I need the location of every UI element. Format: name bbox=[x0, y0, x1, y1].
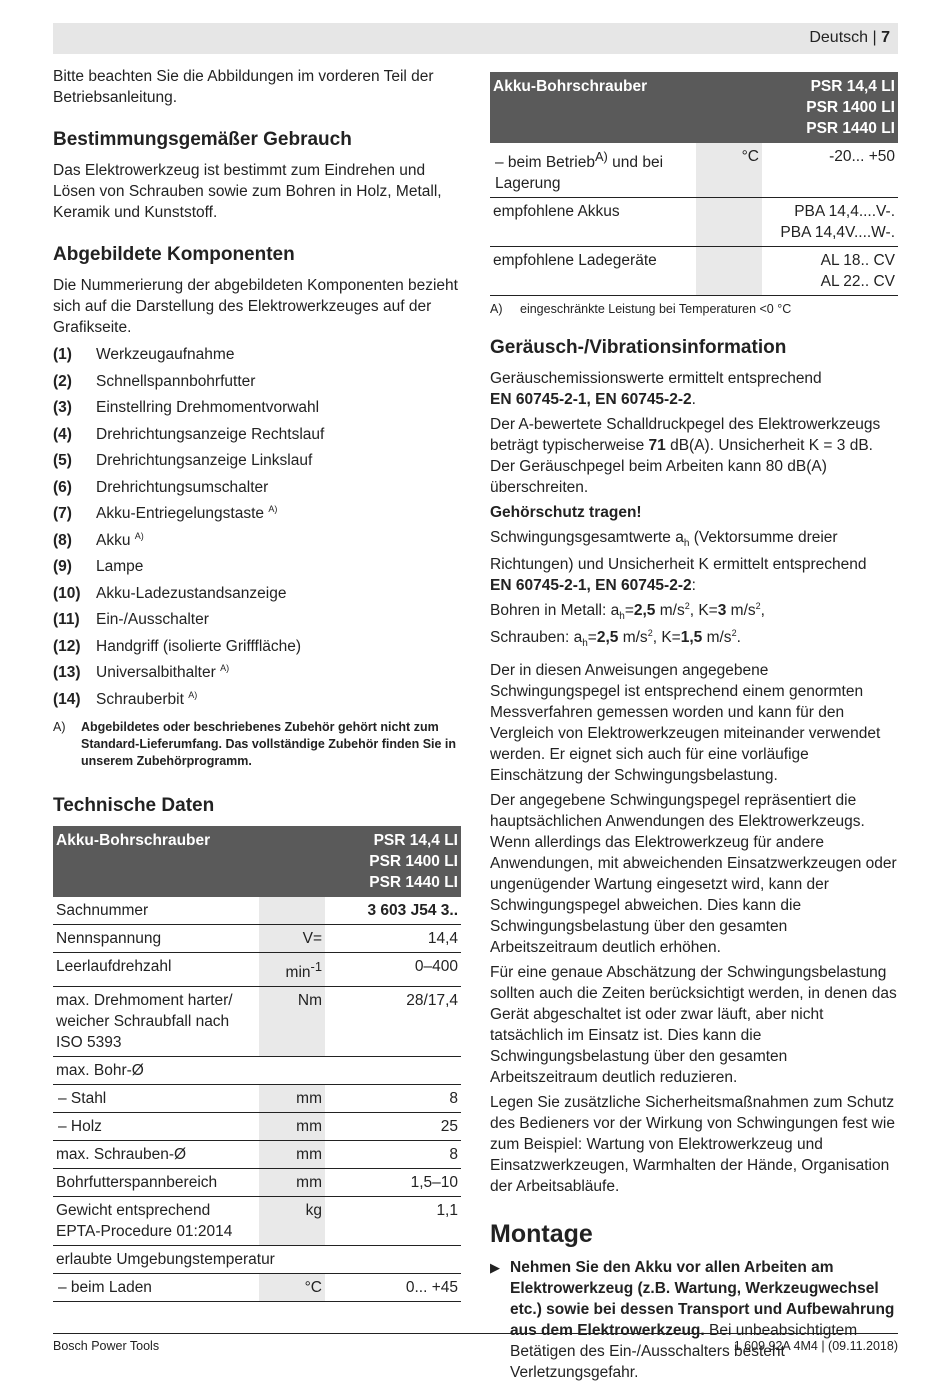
row-label: max. Drehmoment harter/ weicher Schraubfall nach ISO 5393 bbox=[53, 987, 259, 1057]
right-column bbox=[490, 72, 898, 1383]
table-row bbox=[53, 1197, 461, 1246]
tech-table-head-models bbox=[762, 72, 898, 143]
row-value: 1,1 bbox=[325, 1197, 461, 1246]
list-item: (12) Handgriff (isolierte Grifffläche) bbox=[53, 637, 302, 655]
footer-brand: Bosch Power Tools bbox=[53, 1339, 160, 1353]
list-item: (1) Werkzeugaufnahme bbox=[53, 346, 235, 363]
table-row bbox=[53, 925, 461, 953]
model-name: PSR 1440 LI bbox=[369, 874, 458, 891]
row-value: PBA 14,4....V-. PBA 14,4V....W-. bbox=[762, 198, 898, 247]
list-item: (14) Schrauberbit $^{A)}$ bbox=[53, 689, 198, 708]
row-label: erlaubte Umgebungstemperatur bbox=[53, 1246, 461, 1274]
components-footnote bbox=[53, 719, 461, 770]
list-item: (8) Akku $^{A)}$ bbox=[53, 530, 144, 549]
row-unit: $\min^{-1}$ bbox=[259, 953, 325, 987]
row-unit: mm bbox=[259, 1085, 325, 1113]
list-item: (3) Einstellring Drehmomentvorwahl bbox=[53, 399, 320, 416]
model-name: PSR 1440 LI bbox=[806, 120, 895, 137]
header-language: Deutsch bbox=[809, 29, 869, 46]
list-item: (11) Ein-/Ausschalter bbox=[53, 611, 209, 628]
table-row bbox=[53, 953, 461, 987]
noise-p2: Der A-bewertete Schalldruckpegel des Elektrowerkzeugs beträgt typischerweise 71 dB(A). Unsicherheit K = 3 dB. Der Geräuschpegel beim Arbeiten kann 80 dB(A) überschreiten. bbox=[490, 416, 881, 497]
model-name: PSR 14,4 LI bbox=[810, 78, 895, 95]
row-value: 0... +45 bbox=[325, 1274, 461, 1302]
row-label: – beim Laden bbox=[53, 1274, 259, 1302]
table-row bbox=[53, 1141, 461, 1169]
tech-table-head-left: Akku-Bohrschrauber bbox=[490, 72, 762, 143]
model-name: PSR 14,4 LI bbox=[373, 832, 458, 849]
row-value: 1,5–10 bbox=[325, 1169, 461, 1197]
row-label: – Holz bbox=[53, 1113, 259, 1141]
noise-p7: Legen Sie zusätzliche Sicherheitsmaßnahmen zum Schutz des Bedieners vor der Wirkung von Schwingungen fest wie zum Beispiel: Wartung von Elektrowerkzeug und Einsatzwerkzeugen, Warmhalten der Hände, Organisation der Arbeitsabläufe. bbox=[490, 1094, 895, 1196]
use-text: Das Elektrowerkzeug ist bestimmt zum Eindrehen und Lösen von Schrauben sowie zum Bohren in Holz, Metall, Keramik und Kunststoff. bbox=[53, 162, 442, 221]
hearing-protection: Gehörschutz tragen! bbox=[490, 504, 642, 522]
row-unit: mm bbox=[259, 1169, 325, 1197]
list-item: (5) Drehrichtungsanzeige Linkslauf bbox=[53, 452, 313, 469]
row-unit bbox=[259, 897, 325, 925]
triangle-bullet-icon: ▶ bbox=[490, 1260, 500, 1276]
model-name: PSR 1400 LI bbox=[369, 853, 458, 870]
table-row bbox=[490, 143, 898, 198]
page-header-bar bbox=[53, 23, 898, 54]
list-item: (6) Drehrichtungsumschalter bbox=[53, 478, 269, 496]
row-label: Gewicht entsprechend EPTA-Procedure 01:2014 bbox=[53, 1197, 259, 1246]
model-name: PSR 1400 LI bbox=[806, 99, 895, 116]
intro-text: Bitte beachten Sie die Abbildungen im vorderen Teil der Betriebsanleitung. bbox=[53, 68, 434, 106]
row-value: 3 603 J54 3.. bbox=[325, 897, 461, 925]
footnote-text: Abgebildetes oder beschriebenes Zubehör gehört nicht zum Standard-Lieferumfang. Das vollständige Zubehör finden Sie in unserem Zubehörprogramm. bbox=[81, 720, 457, 768]
row-value: -20... +50 bbox=[762, 143, 898, 198]
section-title-tech: Technische Daten bbox=[53, 795, 215, 816]
table-row bbox=[490, 198, 898, 247]
table-row bbox=[53, 897, 461, 925]
tech-table-continued bbox=[490, 72, 898, 296]
montage-bullet: ▶ Nehmen Sie den Akku vor allen Arbeiten am Elektrowerkzeug (z.B. Wartung, Werkzeugwechsel etc.) sowie bei dessen Transport und Aufbewahrung aus dem Elektrowerkzeug. Bei unbeabsichtigtem Betätigen des Ein-/Ausschalters besteht Verletzungsgefahr. bbox=[490, 1259, 895, 1382]
section-title-use: Bestimmungsgemäßer Gebrauch bbox=[53, 129, 352, 150]
components-text: Die Nummerierung der abgebildeten Komponenten bezieht sich auf die Darstellung des Elektrowerkzeuges auf der Grafikseite. bbox=[53, 277, 458, 336]
row-unit: kg bbox=[259, 1197, 325, 1246]
table-row bbox=[53, 987, 461, 1057]
table-row bbox=[490, 247, 898, 296]
row-value: 8 bbox=[325, 1141, 461, 1169]
vibration-values: Bohren in Metall: $a_h=2,5$ $m/s^2$, K=3 $m/s^2$, Schrauben: $a_h=2,5$ $m/s^2$, K=1,5 $m/s^2$. bbox=[490, 601, 765, 650]
row-unit bbox=[696, 247, 762, 296]
noise-p4: Der in diesen Anweisungen angegebene Schwingungspegel ist entsprechend einem genormten Messverfahren gemessen worden und kann für den Vergleich von Elektrowerkzeugen miteinander verwendet werden. Er eignet sich auch für eine vorläufige Einschätzung der Schwingungsbelastung. bbox=[490, 662, 881, 785]
row-unit bbox=[696, 198, 762, 247]
table-row bbox=[53, 1169, 461, 1197]
noise-p5: Der angegebene Schwingungspegel repräsentiert die hauptsächlichen Anwendungen des Elektrowerkzeugs. Wenn allerdings das Elektrowerkzeug für andere Anwendungen, mit abweichenden Einsatzwerkzeugen oder ungenügender Wartung eingesetzt wird, kann der Schwingungspegel abweichen. Dies kann die Schwingungsbelastung über den gesamten Arbeitszeitraum deutlich erhöhen. bbox=[490, 792, 897, 957]
table-footnote: A) eingeschränkte Leistung bei Temperaturen <0 °C bbox=[490, 302, 792, 317]
row-label: max. Schrauben-Ø bbox=[53, 1141, 259, 1169]
table-row bbox=[53, 1274, 461, 1302]
row-label: Nennspannung bbox=[53, 925, 259, 953]
list-item: (7) Akku-Entriegelungstaste $^{A)}$ bbox=[53, 503, 278, 522]
list-item: (10) Akku-Ladezustandsanzeige bbox=[53, 584, 287, 602]
row-label: – Stahl bbox=[53, 1085, 259, 1113]
row-unit: °C bbox=[696, 143, 762, 198]
noise-p3: Schwingungsgesamtwerte $a_h$ (Vektorsumme dreier Richtungen) und Unsicherheit K ermittelt entsprechend EN 60745-2-1, EN 60745-2-2: bbox=[490, 529, 867, 595]
table-row bbox=[53, 1113, 461, 1141]
list-item: (2) Schnellspannbohrfutter bbox=[53, 372, 256, 390]
row-label: – beim Betrieb$^{A)}$ und bei Lagerung bbox=[490, 143, 696, 198]
row-label: Bohrfutterspannbereich bbox=[53, 1169, 259, 1197]
list-item: (4) Drehrichtungsanzeige Rechtslauf bbox=[53, 425, 325, 443]
page-number: 7 bbox=[881, 29, 890, 46]
row-label: empfohlene Akkus bbox=[490, 198, 696, 247]
section-title-noise: Geräusch-/Vibrationsinformation bbox=[490, 337, 787, 359]
row-unit: mm bbox=[259, 1113, 325, 1141]
row-label: Leerlaufdrehzahl bbox=[53, 953, 259, 987]
row-unit: mm bbox=[259, 1141, 325, 1169]
footnote-key: A) bbox=[53, 720, 66, 734]
section-title-montage: Montage bbox=[490, 1220, 593, 1249]
page-label: Deutsch | 7 bbox=[809, 29, 890, 46]
table-row bbox=[53, 1085, 461, 1113]
tech-table-head-left: Akku-Bohrschrauber bbox=[53, 826, 325, 897]
row-value: AL 18.. CV AL 22.. CV bbox=[762, 247, 898, 296]
list-item: (9) Lampe bbox=[53, 558, 144, 575]
row-label: max. Bohr-Ø bbox=[53, 1057, 461, 1085]
noise-p1: Geräuschemissionswerte ermittelt entsprechend EN 60745-2-1, EN 60745-2-2. bbox=[490, 370, 822, 409]
table-row bbox=[53, 1057, 461, 1085]
footer-docref: 1 609 92A 4M4 | (09.11.2018) bbox=[733, 1339, 898, 1353]
page-footer bbox=[53, 1333, 898, 1353]
row-label: empfohlene Ladegeräte bbox=[490, 247, 696, 296]
component-list bbox=[53, 342, 461, 713]
row-value: 25 bbox=[325, 1113, 461, 1141]
row-value: 0–400 bbox=[325, 953, 461, 987]
row-value: 14,4 bbox=[325, 925, 461, 953]
tech-table-head-models bbox=[325, 826, 461, 897]
list-item: (13) Universalbithalter $^{A)}$ bbox=[53, 662, 230, 681]
row-value: 8 bbox=[325, 1085, 461, 1113]
table-row bbox=[53, 1246, 461, 1274]
row-unit: V= bbox=[259, 925, 325, 953]
row-value: 28/17,4 bbox=[325, 987, 461, 1057]
row-label: Sachnummer bbox=[53, 897, 259, 925]
left-column bbox=[53, 66, 461, 1302]
tech-table bbox=[53, 826, 461, 1302]
row-unit: °C bbox=[259, 1274, 325, 1302]
row-unit: Nm bbox=[259, 987, 325, 1057]
noise-p6: Für eine genaue Abschätzung der Schwingungsbelastung sollten auch die Zeiten berücksichtigt werden, in denen das Gerät abgeschaltet ist oder zwar läuft, aber nicht tatsächlich im Einsatz ist. Dies kann die Schwingungsbelastung über den gesamten Arbeitszeitraum deutlich reduzieren. bbox=[490, 964, 897, 1087]
section-title-components: Abgebildete Komponenten bbox=[53, 244, 295, 265]
